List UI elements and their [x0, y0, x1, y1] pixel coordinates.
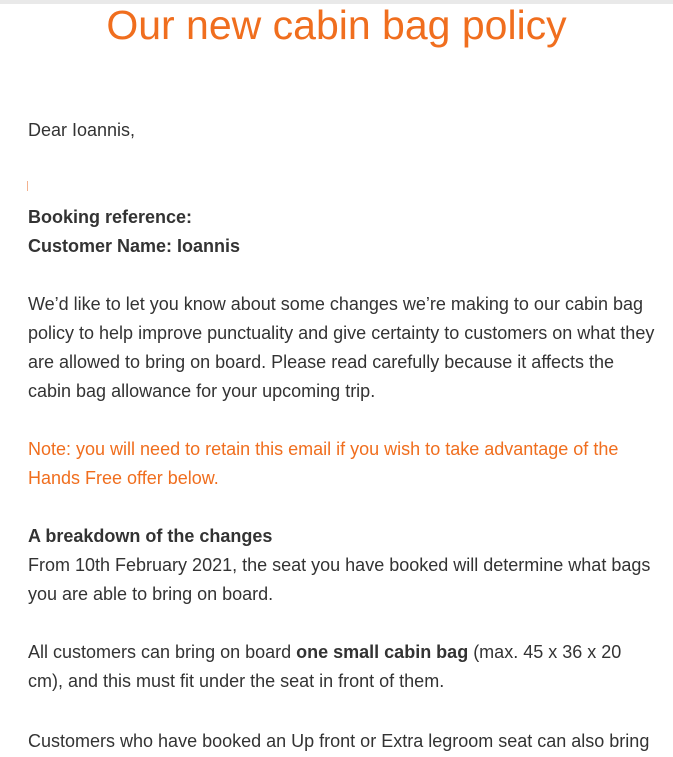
email-title: Our new cabin bag policy: [106, 2, 567, 48]
breakdown-text: From 10th February 2021, the seat you have booked will determine what bags you are able to bring on board.: [28, 555, 651, 604]
greeting: Dear Ioannis,: [28, 120, 136, 140]
text-cursor: [27, 181, 28, 191]
small-bag-text-before: All customers can bring on board: [28, 642, 297, 662]
breakdown-heading: A breakdown of the changes: [28, 526, 273, 546]
small-bag-highlight: one small cabin bag: [296, 642, 469, 662]
customer-name-label: Customer Name: Ioannis: [28, 236, 241, 256]
intro-paragraph: We’d like to let you know about some changes we’re making to our cabin bag policy to help improve punctuality and give certainty to customers on what they are allowed to bring on board. Please read carefully because it affects the cabin bag allowance for your upcoming trip.: [28, 294, 655, 401]
booking-reference-label: Booking reference:: [28, 207, 193, 227]
note-paragraph: Note: you will need to retain this email if you wish to take advantage of the Hands Free offer below.: [28, 439, 619, 488]
small-bag-text-after: (max. 45 x 36 x 20 cm), and this must fit under the seat in front of them.: [28, 642, 622, 691]
small-bag-paragraph: [28, 638, 658, 696]
breakdown-section: [28, 522, 658, 609]
booking-details: [28, 203, 658, 261]
final-paragraph: Customers who have booked an Up front or Extra legroom seat can also bring: [28, 731, 650, 751]
